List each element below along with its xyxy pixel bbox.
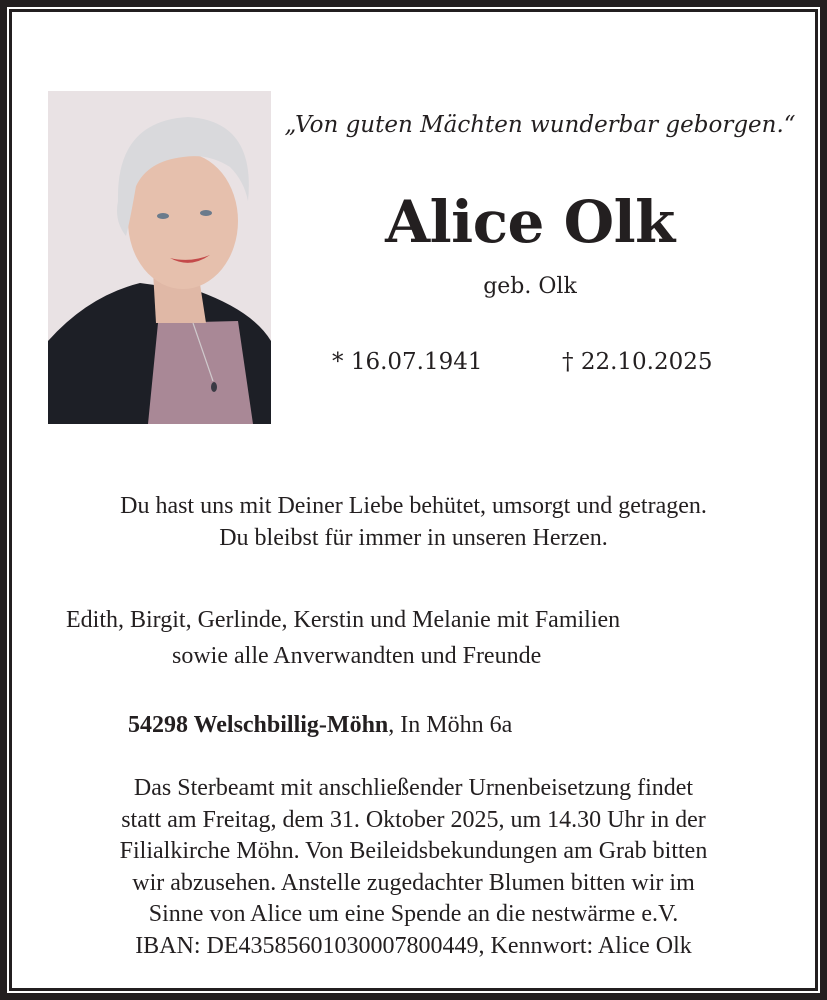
portrait-illustration xyxy=(48,91,271,424)
death-cross-icon: † xyxy=(562,349,574,375)
deceased-name: Alice Olk xyxy=(385,188,675,256)
service-line: Filialkirche Möhn. Von Beileidsbekundungen am Grab bitten xyxy=(119,838,708,864)
verse-line: Du bleibst für immer in unseren Herzen. xyxy=(219,525,608,551)
address xyxy=(128,712,512,739)
service-line: wir abzusehen. Anstelle zugedachter Blumen bitten wir im xyxy=(132,869,695,896)
quote: „Von guten Mächten wunderbar geborgen.“ xyxy=(284,112,796,138)
service-line: Sinne von Alice um eine Spende an die nestwärme e.V. xyxy=(148,901,679,927)
service-line: IBAN: DE43585601030007800449, Kennwort: Alice Olk xyxy=(135,932,692,959)
birth-date-value: 16.07.1941 xyxy=(350,349,483,375)
birth-date xyxy=(332,349,483,375)
portrait-photo xyxy=(48,91,271,424)
death-date xyxy=(562,349,713,375)
verse xyxy=(30,490,797,554)
verse-line: Du hast uns mit Deiner Liebe behütet, umsorgt und getragen. xyxy=(120,493,707,519)
death-date-value: 22.10.2025 xyxy=(580,349,713,375)
mourners-line: Edith, Birgit, Gerlinde, Kerstin und Melanie mit Familien xyxy=(66,607,621,633)
birth-star-icon: * xyxy=(332,349,344,375)
mourners xyxy=(30,602,797,674)
address-city: 54298 Welschbillig-Möhn xyxy=(128,712,389,738)
service-line: Das Sterbeamt mit anschließender Urnenbeisetzung findet xyxy=(133,775,694,801)
service-line: statt am Freitag, dem 31. Oktober 2025, um 14.30 Uhr in der xyxy=(121,806,706,833)
service-details xyxy=(30,773,797,962)
mourners-line: sowie alle Anverwandten und Freunde xyxy=(172,643,542,669)
address-street: , In Möhn 6a xyxy=(388,712,513,738)
maiden-name: geb. Olk xyxy=(483,274,577,299)
